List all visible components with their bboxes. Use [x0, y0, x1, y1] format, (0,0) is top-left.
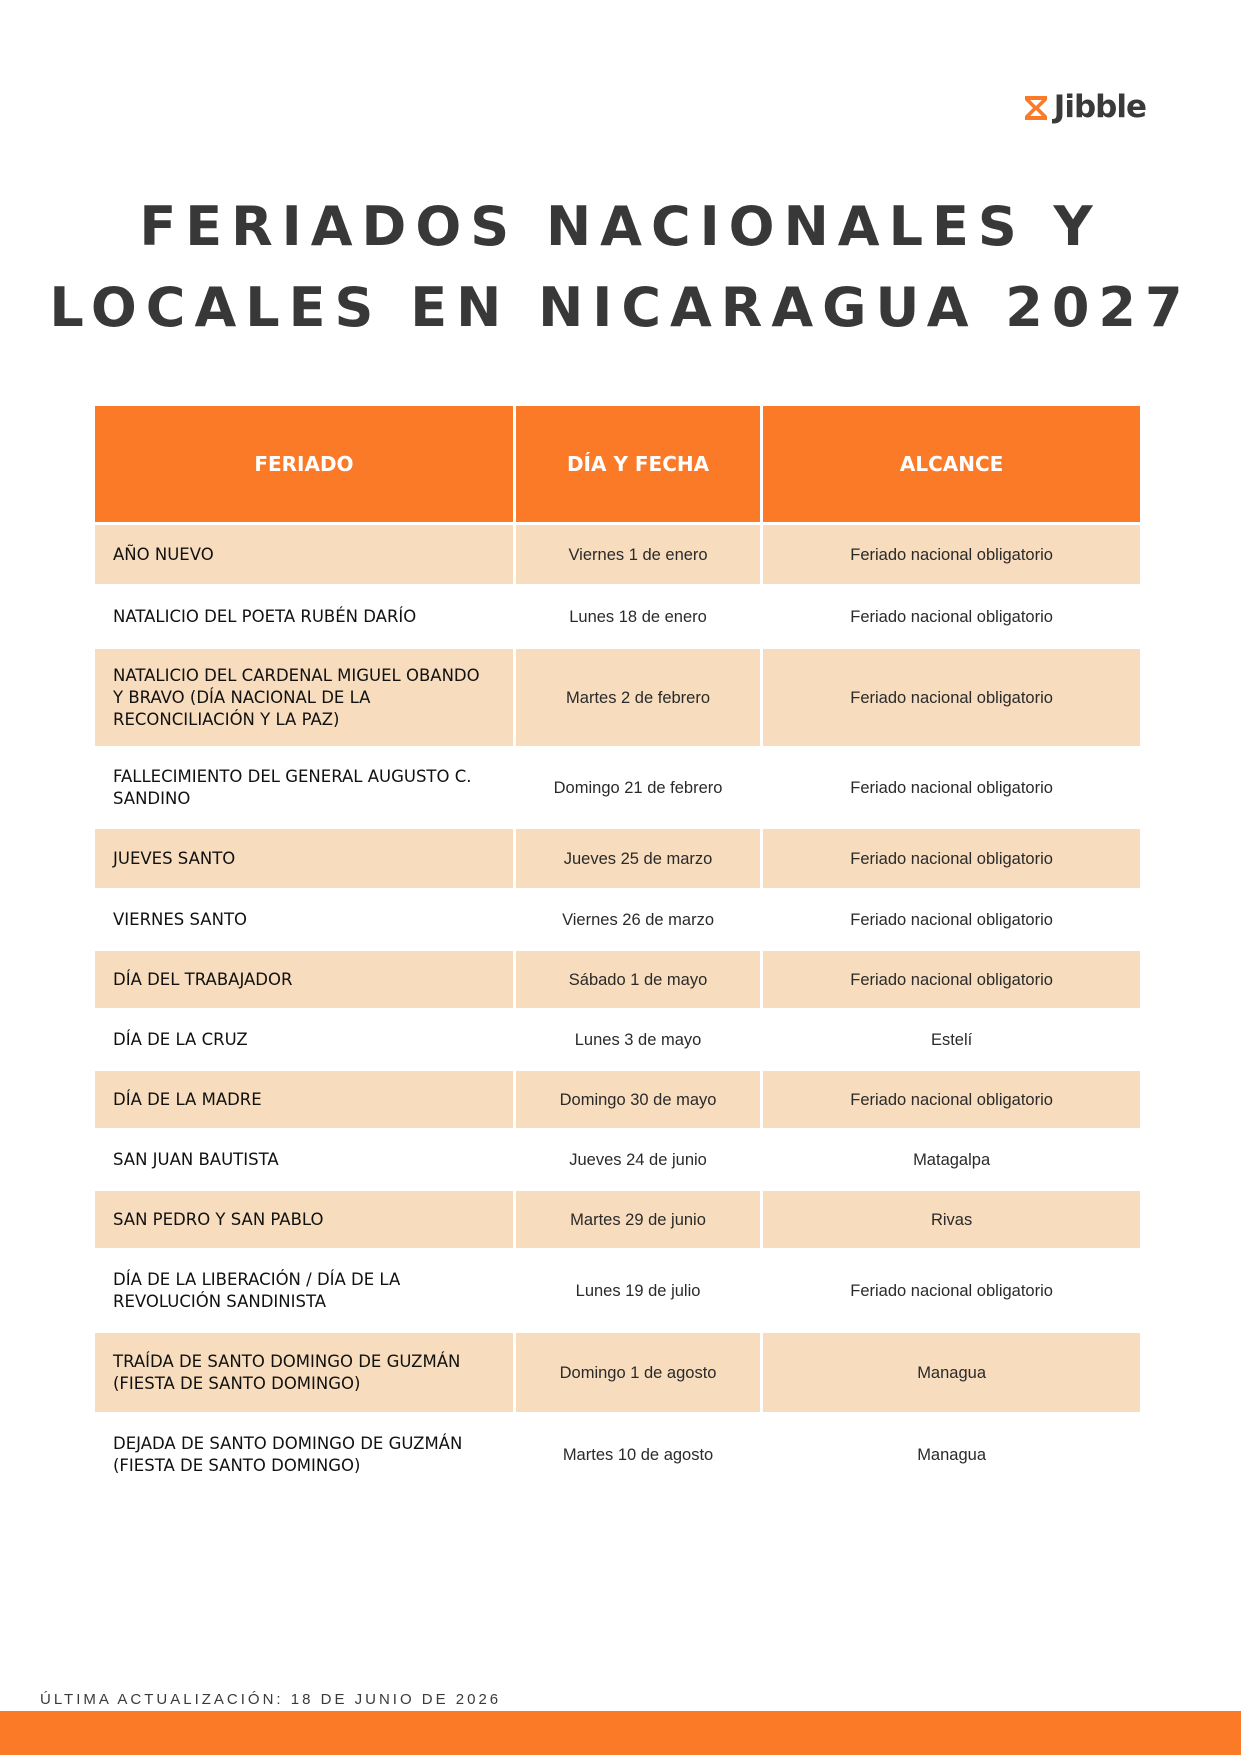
- date-cell: Jueves 24 de junio: [516, 1131, 760, 1191]
- table-row: [95, 1011, 1140, 1071]
- date-cell: Martes 10 de agosto: [516, 1415, 760, 1497]
- scope-cell: Feriado nacional obligatorio: [763, 1071, 1140, 1131]
- date-cell: Lunes 18 de enero: [516, 587, 760, 649]
- table-body: [95, 525, 1140, 1497]
- footer-bar: [0, 1711, 1241, 1755]
- scope-cell: Feriado nacional obligatorio: [763, 749, 1140, 829]
- holiday-cell: VIERNES SANTO: [95, 891, 513, 951]
- scope-cell: Feriado nacional obligatorio: [763, 525, 1140, 587]
- table-row: [95, 891, 1140, 951]
- scope-cell: Rivas: [763, 1191, 1140, 1251]
- scope-cell: Feriado nacional obligatorio: [763, 649, 1140, 749]
- scope-cell: Feriado nacional obligatorio: [763, 1251, 1140, 1333]
- scope-cell: Managua: [763, 1333, 1140, 1415]
- date-cell: Martes 29 de junio: [516, 1191, 760, 1251]
- table-row: [95, 587, 1140, 649]
- table-row: [95, 951, 1140, 1011]
- table-row: [95, 525, 1140, 587]
- brand-logo: [1023, 89, 1146, 125]
- holiday-cell: NATALICIO DEL POETA RUBÉN DARÍO: [95, 587, 513, 649]
- holiday-cell: DÍA DEL TRABAJADOR: [95, 951, 513, 1011]
- holiday-cell: FALLECIMIENTO DEL GENERAL AUGUSTO C. SANDINO: [95, 749, 513, 829]
- scope-cell: Feriado nacional obligatorio: [763, 891, 1140, 951]
- date-cell: Domingo 21 de febrero: [516, 749, 760, 829]
- table-row: [95, 749, 1140, 829]
- date-cell: Jueves 25 de marzo: [516, 829, 760, 891]
- date-cell: Domingo 1 de agosto: [516, 1333, 760, 1415]
- holiday-cell: NATALICIO DEL CARDENAL MIGUEL OBANDO Y BRAVO (DÍA NACIONAL DE LA RECONCILIACIÓN Y LA PAZ): [95, 649, 513, 749]
- table-row: [95, 1071, 1140, 1131]
- hourglass-icon: [1023, 94, 1049, 122]
- header-date: DÍA Y FECHA: [516, 406, 760, 525]
- holiday-cell: SAN JUAN BAUTISTA: [95, 1131, 513, 1191]
- table-row: [95, 1251, 1140, 1333]
- brand-name: Jibble: [1053, 89, 1146, 125]
- title-line-2: LOCALES EN NICARAGUA 2027: [49, 276, 1192, 339]
- scope-cell: Managua: [763, 1415, 1140, 1497]
- header-holiday: FERIADO: [95, 406, 513, 525]
- scope-cell: Matagalpa: [763, 1131, 1140, 1191]
- date-cell: Viernes 26 de marzo: [516, 891, 760, 951]
- header-scope: ALCANCE: [763, 406, 1140, 525]
- holiday-cell: SAN PEDRO Y SAN PABLO: [95, 1191, 513, 1251]
- holiday-cell: TRAÍDA DE SANTO DOMINGO DE GUZMÁN (FIESTA DE SANTO DOMINGO): [95, 1333, 513, 1415]
- scope-cell: Feriado nacional obligatorio: [763, 829, 1140, 891]
- holidays-table: [92, 406, 1143, 1497]
- table-row: [95, 829, 1140, 891]
- holiday-cell: DÍA DE LA MADRE: [95, 1071, 513, 1131]
- scope-cell: Estelí: [763, 1011, 1140, 1071]
- page-title: [0, 186, 1241, 348]
- date-cell: Sábado 1 de mayo: [516, 951, 760, 1011]
- scope-cell: Feriado nacional obligatorio: [763, 951, 1140, 1011]
- date-cell: Viernes 1 de enero: [516, 525, 760, 587]
- title-line-1: FERIADOS NACIONALES Y: [139, 195, 1102, 258]
- holiday-cell: DÍA DE LA CRUZ: [95, 1011, 513, 1071]
- holiday-cell: DEJADA DE SANTO DOMINGO DE GUZMÁN (FIESTA DE SANTO DOMINGO): [95, 1415, 513, 1497]
- table-row: [95, 1415, 1140, 1497]
- date-cell: Lunes 3 de mayo: [516, 1011, 760, 1071]
- table-header-row: [95, 406, 1140, 525]
- holiday-cell: JUEVES SANTO: [95, 829, 513, 891]
- holiday-cell: DÍA DE LA LIBERACIÓN / DÍA DE LA REVOLUCIÓN SANDINISTA: [95, 1251, 513, 1333]
- scope-cell: Feriado nacional obligatorio: [763, 587, 1140, 649]
- table-row: [95, 1333, 1140, 1415]
- date-cell: Domingo 30 de mayo: [516, 1071, 760, 1131]
- last-updated-note: ÚLTIMA ACTUALIZACIÓN: 18 DE JUNIO DE 2026: [40, 1691, 502, 1708]
- table-row: [95, 1191, 1140, 1251]
- table-row: [95, 1131, 1140, 1191]
- date-cell: Lunes 19 de julio: [516, 1251, 760, 1333]
- table-row: [95, 649, 1140, 749]
- holiday-cell: AÑO NUEVO: [95, 525, 513, 587]
- date-cell: Martes 2 de febrero: [516, 649, 760, 749]
